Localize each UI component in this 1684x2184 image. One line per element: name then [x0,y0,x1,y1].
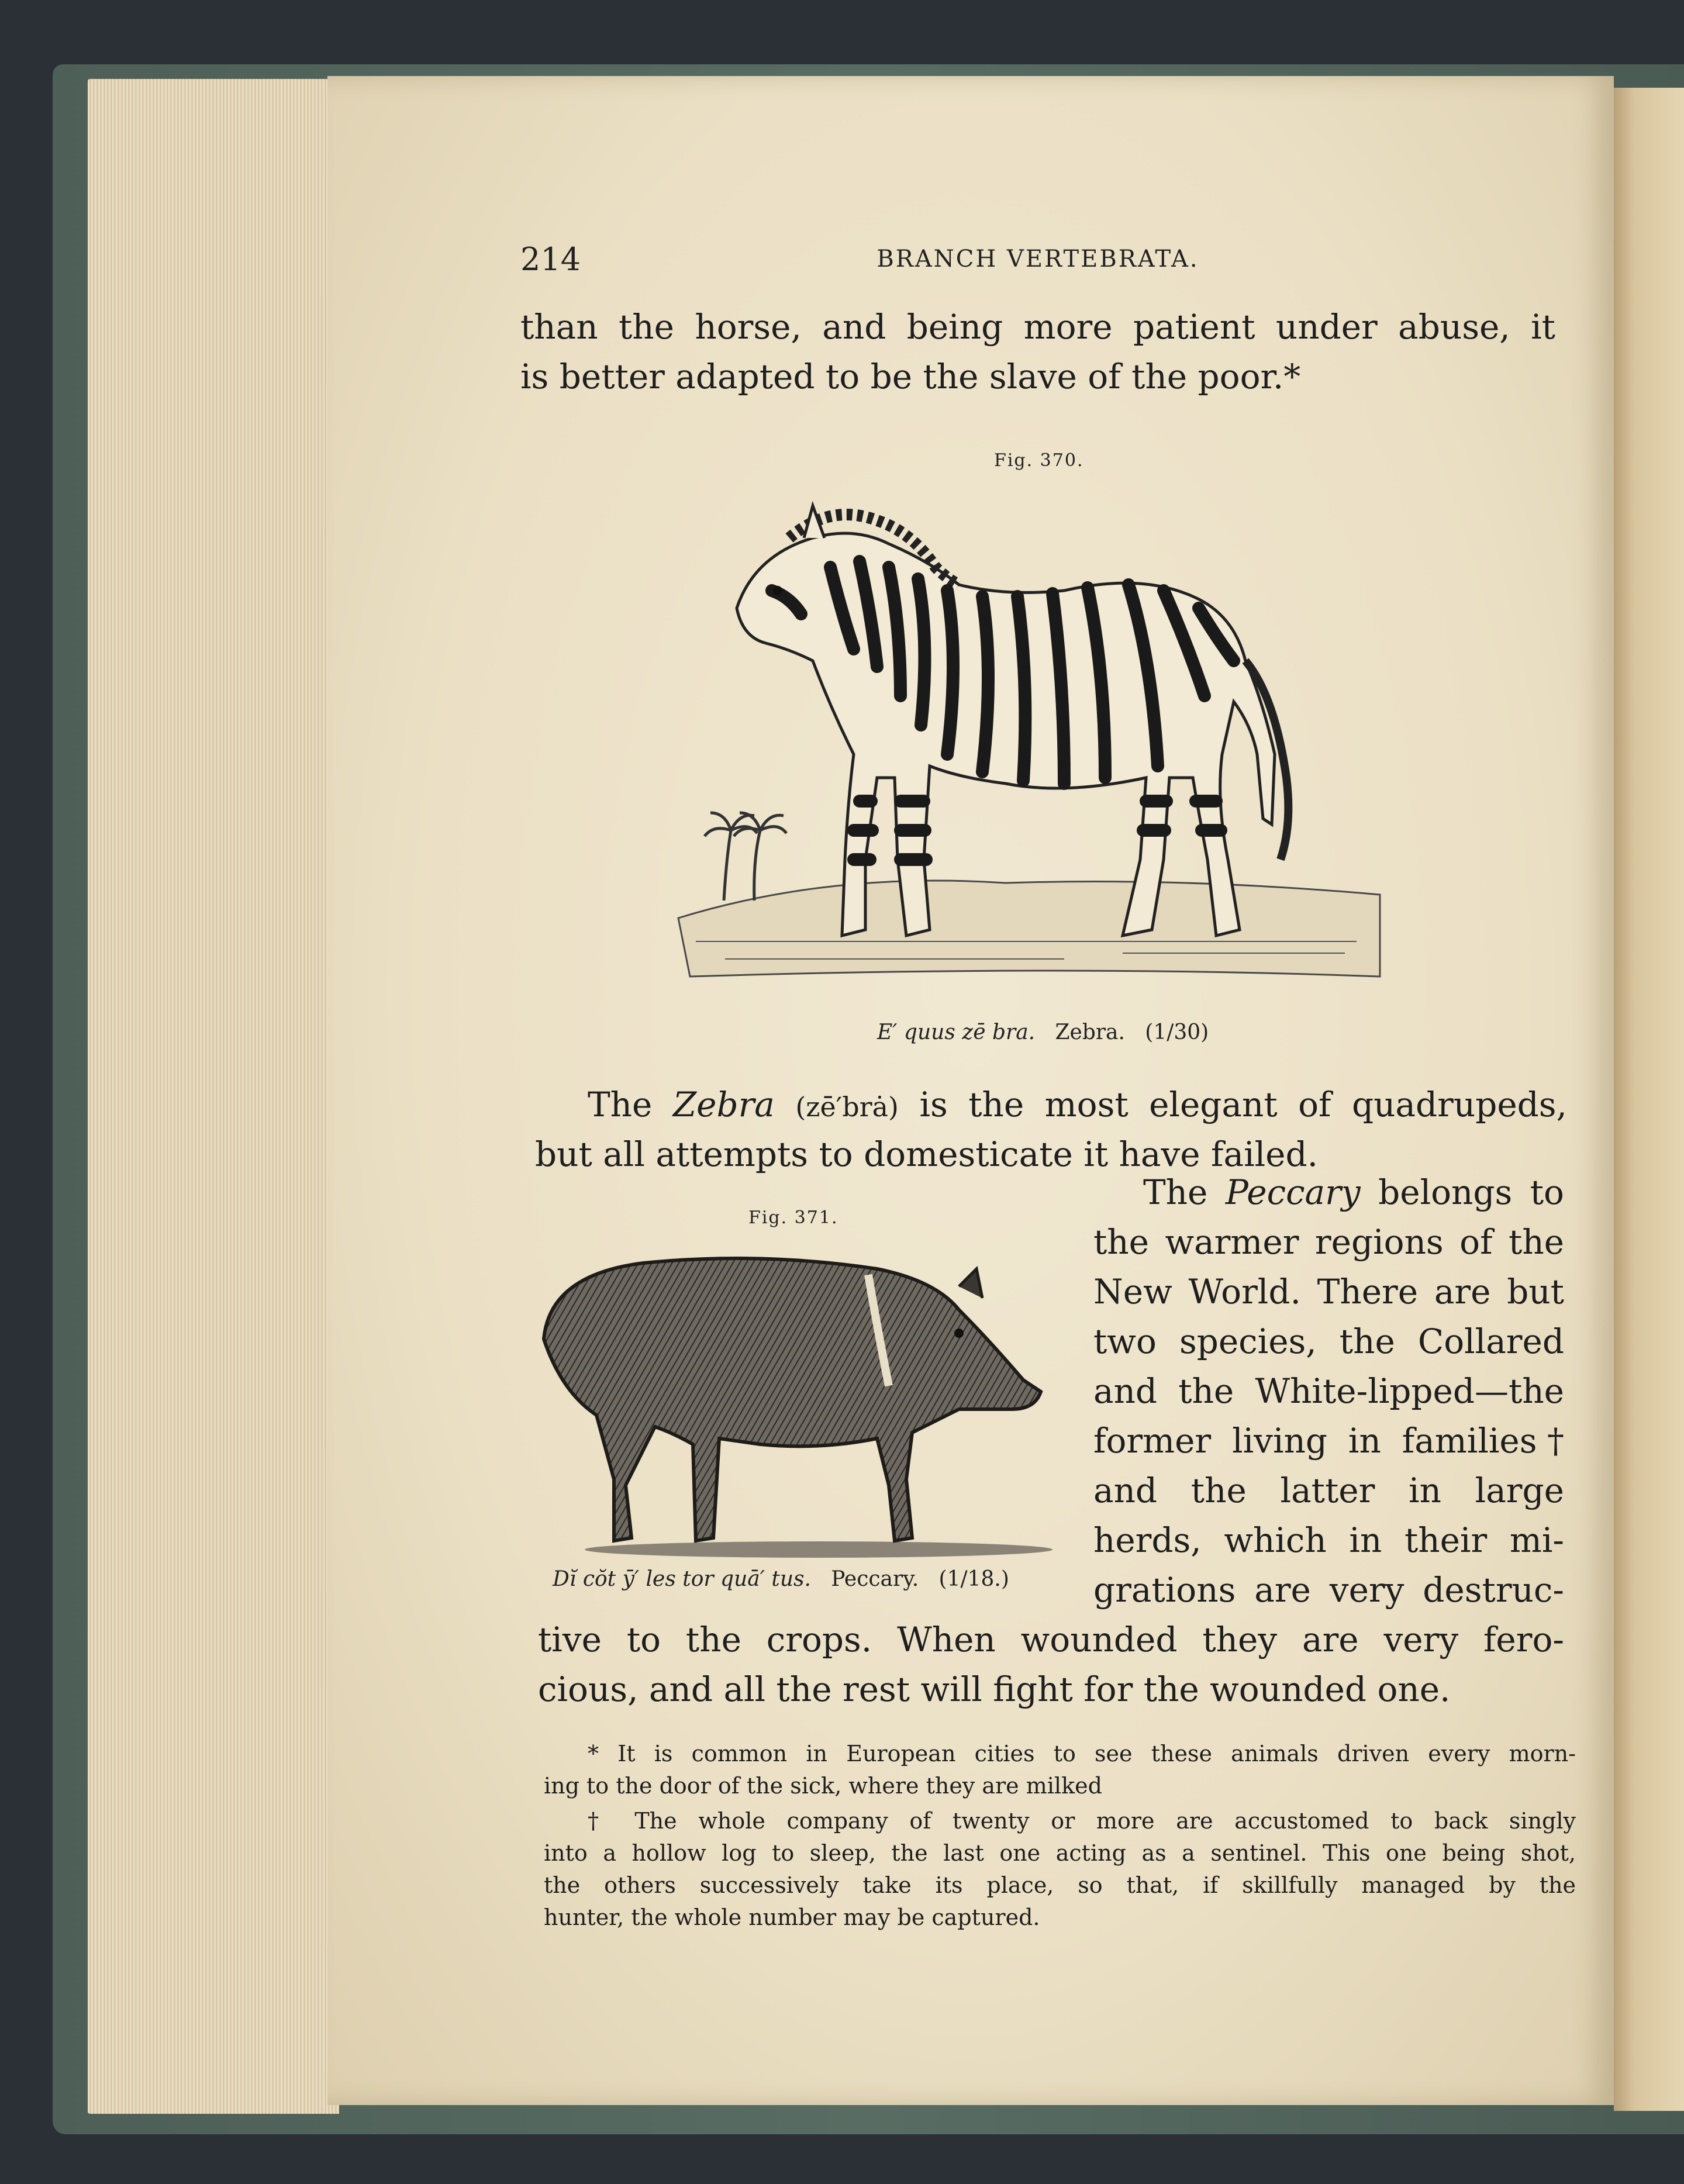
text-segment: The [588,1085,673,1124]
text-line: is better adapted to be the slave of the poor.* [520,357,1301,396]
text-line: grations are very destruc- [1093,1570,1564,1610]
page-header [520,241,1555,276]
facing-page-edge [1614,88,1684,2111]
text-line: than the horse, and being more patient under abuse, it [520,307,1555,347]
text-line: the warmer regions of the [1093,1222,1564,1262]
term-zebra: Zebra [672,1085,775,1124]
text-line: New World. There are but [1093,1272,1564,1312]
caption-common-name: Zebra. [1055,1020,1125,1044]
text-line: and the latter in large [1093,1471,1564,1510]
text-line: former living in families† [1093,1421,1564,1461]
running-head: BRANCH VERTEBRATA. [876,246,1199,272]
text-segment: The [1143,1172,1226,1212]
zebra-illustration [655,450,1392,1023]
text-segment [775,1085,795,1124]
text-line: but all attempts to domesticate it have failed. [535,1134,1319,1174]
footnote-line: hunter, the whole number may be captured. [544,1904,1040,1930]
caption-scale: (1/30) [1145,1020,1209,1044]
pronunciation: (zē′brȧ) [795,1091,899,1123]
text-line: tive to the crops. When wounded they are very fero- [538,1620,1564,1659]
caption-latin-name: E′ quus zē bra. [877,1020,1036,1044]
caption-scale: (1/18.) [938,1567,1009,1591]
figure-caption [877,1020,1209,1044]
caption-common-name: Peccary. [831,1567,919,1591]
text-segment: is the most elegant of quadrupeds, [899,1085,1567,1124]
footnote-line: the others successively take its place, so that, if skillfully managed by the [544,1872,1576,1898]
footnote-line: † The whole company of twenty or more are accustomed to back singly [588,1808,1576,1834]
figure-caption [553,1567,1009,1591]
footnote-line: * It is common in European cities to see these animals driven every morn- [588,1741,1576,1766]
text-line: and the White-lipped—the [1093,1371,1564,1411]
peccary-illustration [526,1234,1064,1561]
footnote-line: into a hollow log to sleep, the last one acting as a sentinel. This one being shot, [544,1840,1576,1866]
text-line: two species, the Collared [1093,1322,1564,1361]
figure-label: Fig. 371. [748,1207,838,1228]
caption-latin-name: Dĭ cŏt ȳ′ les tor quā′ tus. [553,1567,811,1591]
page-stack-edge [88,79,339,2114]
term-peccary: Peccary [1225,1172,1361,1212]
text-line [588,1085,1567,1124]
text-line: herds, which in their mi- [1093,1520,1564,1560]
figure-label: Fig. 370. [994,450,1084,471]
text-segment: belongs to [1360,1172,1564,1212]
text-line [1143,1172,1564,1212]
footnote-line: ing to the door of the sick, where they are milked [544,1773,1102,1799]
page-number: 214 [520,241,581,278]
text-line: cious, and all the rest will fight for the wounded one. [538,1669,1451,1709]
